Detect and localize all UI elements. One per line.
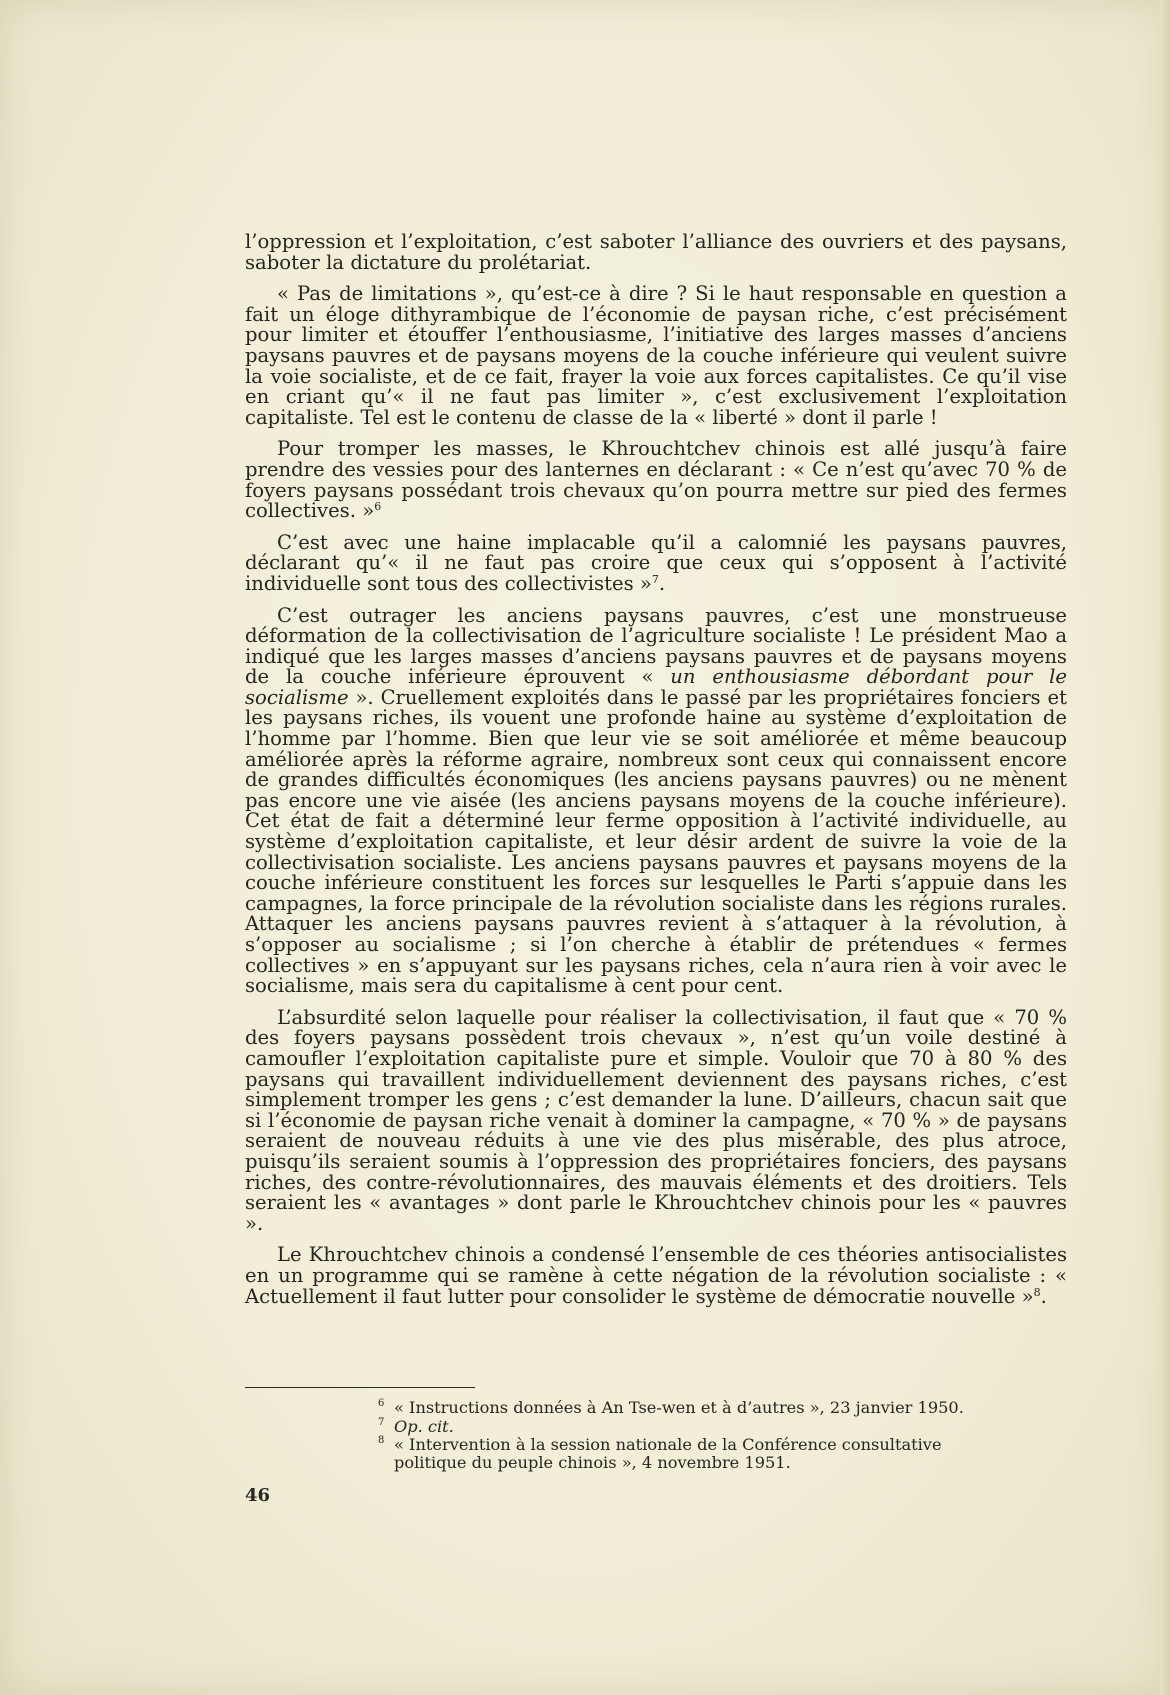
paragraph-2: « Pas de limitations », qu’est-ce à dire ? Si le haut responsable en question a fait un éloge dithyrambique de l’économie de paysan riche, c’est précisément pour limiter et étouffer l’enthousiasme, l’initiative des larges masses d’anciens paysans pauvres et de paysans moyens de la couche inférieure qui veulent suivre la voie socialiste, et de ce fait, frayer la voie aux forces capitalistes. Ce qu’il vise en criant qu’« il ne faut pas limiter », c’est exclusivement l’exploitation capitaliste. Tel est le contenu de classe de la « liberté » dont il parle ! (245, 282, 1067, 429)
footnotes (378, 1399, 1018, 1472)
footnote-number: 8 (378, 1435, 385, 1447)
paragraph-6: L’absurdité selon laquelle pour réaliser la collectivisation, il faut que « 70 % des foyers paysans possèdent trois chevaux », n’est qu’un voile destiné à camoufler l’exploitation capitaliste pure et simple. Vouloir que 70 à 80 % des paysans qui travaillent individuellement deviennent des paysans riches, c’est simplement tromper les gens ; c’est demander la lune. D’ailleurs, chacun sait que si l’économie de paysan riche venait à dominer la campagne, « 70 % » de paysans seraient de nouveau réduits à une vie des plus misérable, des plus atroce, puisqu’ils seraient soumis à l’oppression des propriétaires fonciers, des paysans riches, des contre-révolutionnaires, des mauvais éléments et des droitiers. Tels seraient les « avantages » dont parle le Khrouchtchev chinois pour les « pauvres ». (245, 1005, 1067, 1235)
page-number: 46 (245, 1485, 271, 1506)
footnote-text: « Instructions données à An Tse-wen et à d’autres », 23 janvier 1950. (394, 1398, 964, 1417)
footnote-6 (378, 1399, 1018, 1417)
mao-quote: un enthousiasme débordant pour le socialisme (245, 665, 1067, 709)
footnote-8 (378, 1436, 1018, 1471)
paragraph-1: l’oppression et l’exploitation, c’est saboter l’alliance des ouvriers et des paysans, saboter la dictature du prolétariat. (245, 230, 1067, 274)
footnote-ref-7: 7 (651, 572, 659, 586)
footnote-rule (245, 1387, 475, 1388)
footnote-ref-6: 6 (374, 500, 382, 514)
footnote-7 (378, 1418, 1018, 1436)
footnote-number: 6 (378, 1398, 385, 1409)
footnote-text: Op. cit. (394, 1416, 454, 1436)
paragraph-3: Pour tromper les masses, le Khrouchtchev chinois est allé jusqu’à faire prendre des vessies pour des lanternes en déclarant : « Ce n’est qu’avec 70 % de foyers paysans possédant trois chevaux qu’on pourra mettre sur pied des fermes collectives. »$^6$ (245, 437, 1067, 523)
footnote-text: « Intervention à la session nationale de la Conférence consultative politique du peuple chinois », 4 novembre 1951. (394, 1435, 942, 1472)
footnote-number: 7 (378, 1416, 385, 1428)
page-edge (1160, 0, 1170, 1695)
paragraph-5: C’est outrager les anciens paysans pauvres, c’est une monstrueuse déformation de la collectivisation de l’agriculture socialiste ! Le président Mao a indiqué que les larges masses d’anciens paysans pauvres et de paysans moyens de la couche inférieure éprouvent « un enthousiasme débordant pour le socialisme ». Cruellement exploités dans le passé par les propriétaires fonciers et les paysans riches, ils vouent une profonde haine au système d’exploitation de l’homme par l’homme. Bien que leur vie se soit améliorée et même beaucoup améliorée après la réforme agraire, nombreux sont ceux qui connaissent encore de grandes difficultés économiques (les anciens paysans pauvres) ou ne mènent pas encore une vie aisée (les anciens paysans moyens de la couche inférieure). Cet état de fait a déterminé leur ferme opposition à l’activité individuelle, au système d’exploitation capitaliste, et leur désir ardent de suivre la voie de la collectivisation socialiste. Les anciens paysans pauvres et paysans moyens de la couche inférieure constituent les forces sur lesquelles le Parti s’appuie dans les campagnes, la force principale de la révolution socialiste dans les régions rurales. Attaquer les anciens paysans pauvres revient à s’attaquer à la révolution, à s’opposer au socialisme ; si l’on cherche à établir de prétendues « fermes collectives » en s’appuyant sur les paysans riches, cela n’aura rien à voir avec le socialisme, mais sera du capitalisme à cent pour cent. (245, 603, 1067, 998)
body-text (245, 232, 1067, 1318)
paragraph-4: C’est avec une haine implacable qu’il a calomnié les paysans pauvres, déclarant qu’« il ne faut pas croire que ceux qui s’opposent à l’activité individuelle sont tous des collectivistes »$^7$. (245, 530, 1067, 595)
paragraph-7: Le Khrouchtchev chinois a condensé l’ensemble de ces théories antisocialistes en un programme qui se ramène à cette négation de la révolution socialiste : « Actuellement il faut lutter pour consolider le système de démocratie nouvelle »$^8$. (245, 1243, 1067, 1308)
footnote-ref-8: 8 (1033, 1285, 1041, 1299)
